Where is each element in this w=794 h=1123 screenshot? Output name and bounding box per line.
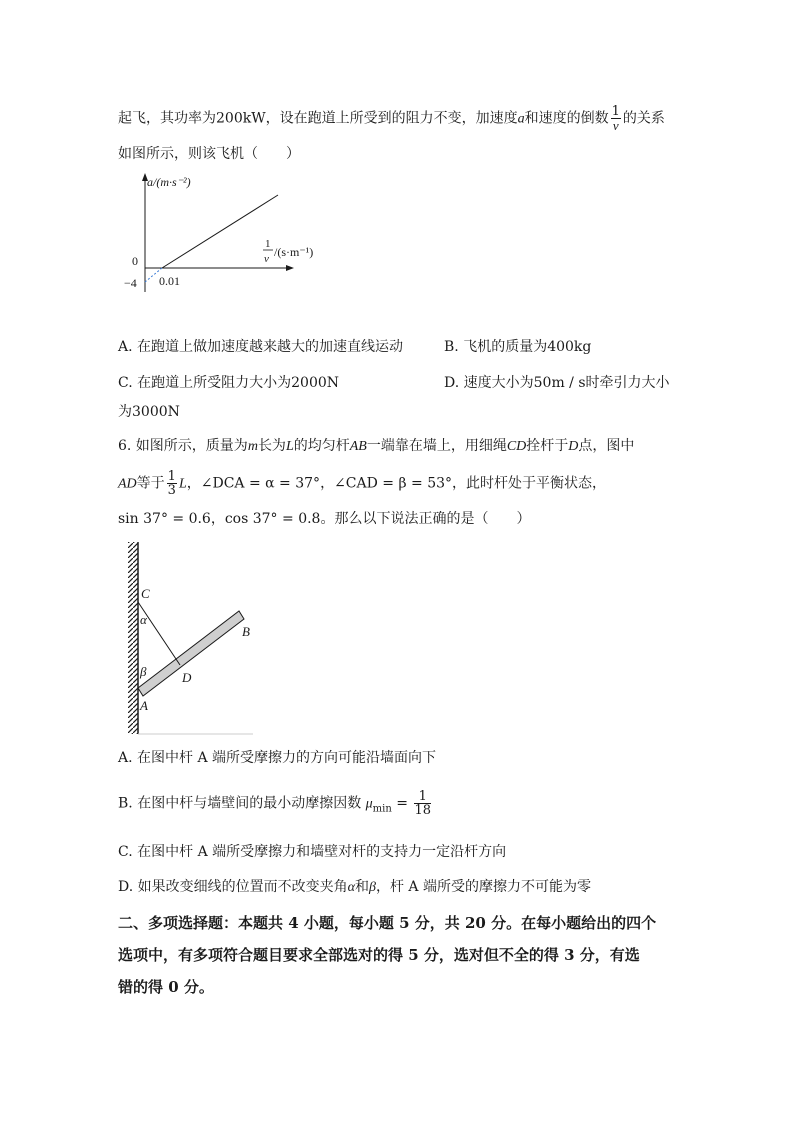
option-text: 和 (355, 879, 369, 895)
q5-graph (118, 170, 338, 295)
label-alpha: α (140, 612, 147, 627)
option-text: C. 在跑道上所受阻力大小为 (118, 375, 292, 391)
option-text: D. 如果改变细线的位置而不改变夹角 (118, 879, 348, 895)
x-axis-arrow (286, 265, 294, 271)
q6-AD-symbol: AD (118, 476, 137, 492)
label-d: D (182, 670, 192, 685)
q6-line-3 (118, 509, 530, 529)
equals-sign: = (396, 795, 408, 812)
mu-subscript: min (372, 803, 392, 815)
q6-option-c: C. 在图中杆 A 端所受摩擦力和墙壁对杆的支持力一定沿杆方向 (118, 844, 507, 860)
y-axis-label: a/(m·s⁻²) (147, 175, 191, 189)
q5-option-a: A. 在跑道上做加速度越来越大的加速直线运动 (118, 339, 404, 355)
q6-angle-cad: ，∠CAD = β = 53° (320, 475, 453, 492)
q6-AB-symbol: AB (349, 439, 367, 454)
x-intercept-label: 0.01 (159, 274, 180, 288)
q6-text: 。那么以下说法正确的是（ ） (320, 511, 531, 527)
q6-option-d (118, 877, 591, 898)
q6-text: 等于 (136, 475, 165, 492)
q6-fraction (167, 470, 177, 497)
q6-figure (118, 538, 258, 738)
q6-sin: sin 37° = 0.6 (118, 511, 211, 527)
option-text: ，杆 A 端所受的摩擦力不可能为零 (375, 879, 591, 895)
q6-angle-dca: ，∠DCA = α = 37° (186, 475, 321, 492)
q6-L-symbol: L (285, 439, 294, 454)
q6-option-b (118, 790, 433, 822)
q6-text: ，此时杆处于平衡状态， (452, 475, 607, 492)
q5-option-d-cont: 为3000N (118, 404, 180, 420)
section2-line-3: 错的得 0 分。 (118, 978, 214, 996)
q5-option-b (444, 337, 591, 357)
frac-den: 3 (167, 483, 176, 498)
q6-cos: ，cos 37° = 0.8 (210, 511, 321, 527)
label-b: B (242, 624, 250, 639)
option-value: 400kg (547, 339, 592, 355)
frac-num: 1 (414, 790, 431, 804)
alpha-symbol: α (347, 880, 355, 895)
mu-symbol: μ (365, 796, 373, 812)
q6-text: 6. 如图所示，质量为 (118, 438, 248, 454)
frac-num: 1 (611, 104, 620, 119)
y-intercept-label: −4 (124, 276, 137, 290)
option-text: 时牵引力大小 (585, 375, 670, 391)
q5-fraction (611, 105, 621, 132)
q5-line-2: 如图所示，则该飞机（ ） (118, 146, 300, 162)
x-axis-num: 1 (265, 238, 271, 250)
frac-den: v (612, 118, 619, 133)
section2-line-1: 二、多项选择题：本题共 4 小题，每小题 5 分，共 20 分。在每小题给出的四个 (118, 914, 657, 932)
option-value: 2000N (291, 375, 340, 391)
q6-CD-symbol: CD (506, 439, 527, 454)
option-text: B. 在图中杆与墙壁间的最小动摩擦因数 (118, 795, 362, 812)
x-axis-den: v (264, 253, 269, 265)
q6-text: 点，图中 (578, 438, 635, 454)
q5-option-d (444, 373, 670, 393)
frac-num: 1 (167, 469, 176, 484)
label-a: A (140, 698, 148, 713)
q5-power: 200kW (216, 110, 266, 127)
q5-option-c (118, 373, 339, 393)
q5-a-symbol: a (517, 111, 525, 127)
q6-text: 长为 (257, 438, 286, 454)
graph-line (162, 195, 278, 268)
q6-line-2 (118, 470, 606, 497)
q6-text: 一端靠在墙上，用细绳 (366, 438, 507, 454)
option-value: 50m / s (533, 375, 586, 391)
beta-symbol: β (369, 880, 376, 895)
option-text: D. 速度大小为 (444, 375, 534, 391)
q5-text: 起飞，其功率为 (118, 110, 216, 127)
wall-hatching (128, 542, 138, 734)
q6-L-symbol: L (178, 476, 187, 492)
q6-D-symbol: D (568, 439, 579, 454)
q6-line-1 (118, 436, 634, 457)
label-c: C (141, 586, 150, 601)
q5-text: 的关系 (622, 110, 665, 127)
q6-b-fraction (414, 790, 431, 817)
q5-text: ，设在跑道上所受到的阻力不变，加速度 (265, 110, 518, 127)
frac-den: 18 (414, 803, 431, 818)
q6-text: 拴杆于 (526, 438, 569, 454)
q6-m-symbol: m (247, 439, 258, 454)
section2-line-2: 选项中，有多项符合题目要求全部选对的得 5 分，选对但不全的得 3 分，有选 (118, 946, 640, 964)
q5-line-1 (118, 105, 665, 132)
label-beta: β (140, 664, 147, 679)
q5-text: 和速度的倒数 (524, 110, 609, 127)
x-axis-unit: /(s·m⁻¹) (274, 245, 314, 259)
origin-label: 0 (132, 254, 138, 268)
option-text: B. 飞机的质量为 (444, 339, 548, 355)
q6-option-a: A. 在图中杆 A 端所受摩擦力的方向可能沿墙面向下 (118, 750, 437, 766)
q6-text: 的均匀杆 (293, 438, 350, 454)
